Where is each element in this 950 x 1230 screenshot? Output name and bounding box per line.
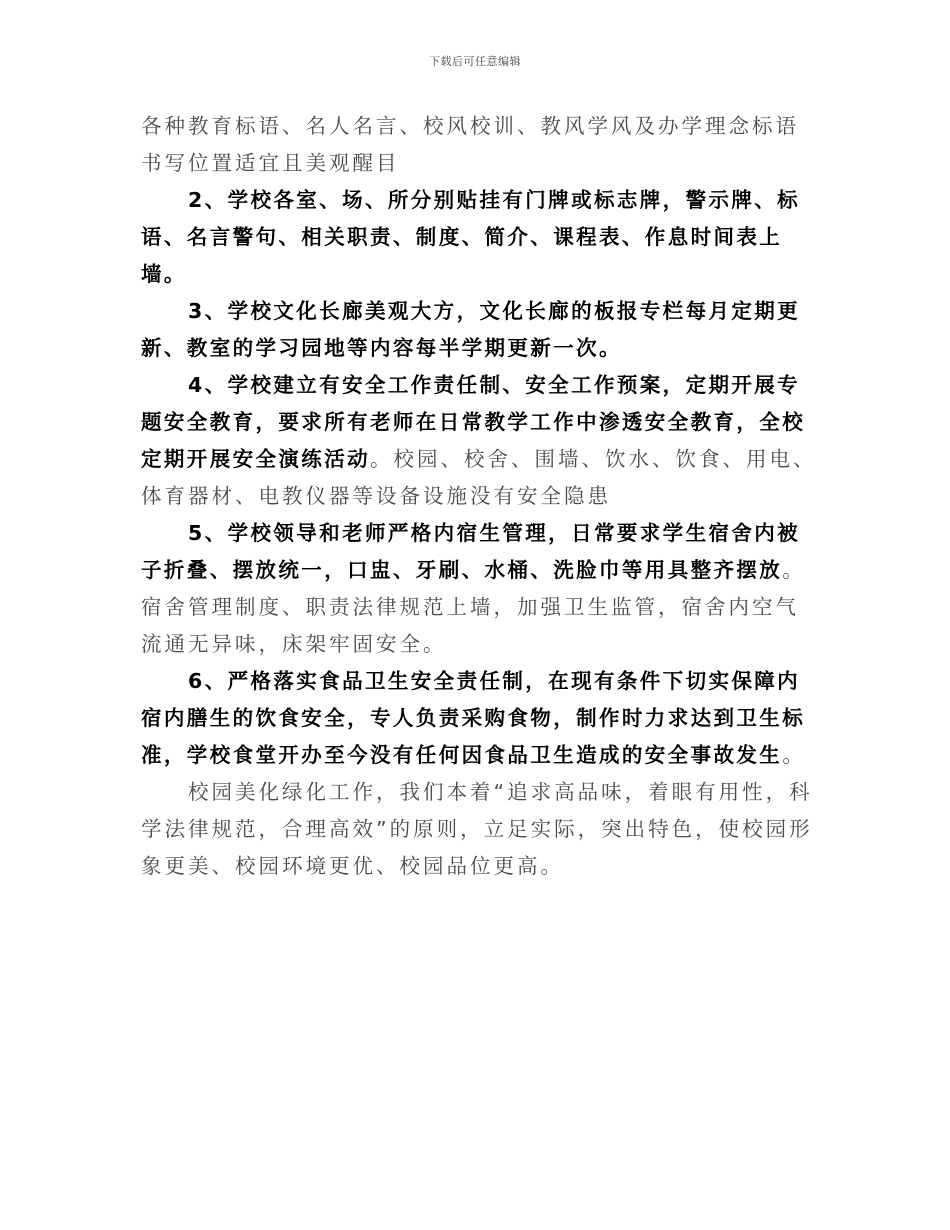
paragraph-1	[141, 108, 821, 182]
paragraph-5-text: 。宿舍管理制度、职责法律规范上墙，加强卫生监管，宿舍内空气流通无异味，床架牢固安全。	[141, 558, 806, 656]
paragraph-6-bold-text: 6、严格落实食品卫生安全责任制，在现有条件下切实保障内宿内膳生的饮食安全，专人负责采购食物，制作时力求达到卫生标准，学校食堂开办至今没有任何因食品卫生造成的安全事故发生	[141, 669, 806, 767]
paragraph-1-text: 各种教育标语、名人名言、校风校训、教风学风及办学理念标语书写位置适宜且美观醒目	[141, 114, 799, 175]
paragraph-2-bold-text: 2、学校各室、场、所分别贴挂有门牌或标志牌，警示牌、标语、名言警句、相关职责、制度、简介、课程表、作息时间表上墙。	[141, 188, 801, 286]
paragraph-4-text: 。校园、校舍、围墙、饮水、饮食、用电、体育器材、电教仪器等设备设施没有安全隐患	[141, 447, 817, 508]
paragraph-7-text: 校园美化绿化工作，我们本着“追求高品味，着眼有用性，科学法律规范，合理高效”的原则，立足实际，突出特色，使校园形象更美、校园环境更优、校园品位更高。	[141, 780, 813, 878]
page-header: 下载后可任意编辑	[429, 55, 521, 68]
paragraph-3-bold-text: 3、学校文化长廊美观大方，文化长廊的板报专栏每月定期更新、教室的学习园地等内容每半学期更新一次。	[141, 299, 801, 360]
paragraph-6-text: 。	[782, 743, 806, 767]
paragraph-2	[141, 182, 821, 293]
paragraph-4	[141, 367, 821, 515]
paragraph-7	[141, 774, 821, 885]
paragraph-5-bold-text: 5、学校领导和老师严格内宿生管理，日常要求学生宿舍内被子折叠、摆放统一，口盅、牙刷、水桶、洗脸巾等用具整齐摆放	[141, 521, 801, 582]
paragraph-3	[141, 293, 821, 367]
paragraph-5	[141, 515, 821, 663]
paragraph-4-bold-text: 4、学校建立有安全工作责任制、安全工作预案，定期开展专题安全教育，要求所有老师在日常教学工作中渗透安全教育，全校定期开展安全演练活动	[141, 373, 806, 471]
paragraph-6	[141, 663, 821, 774]
document-body	[141, 108, 821, 885]
